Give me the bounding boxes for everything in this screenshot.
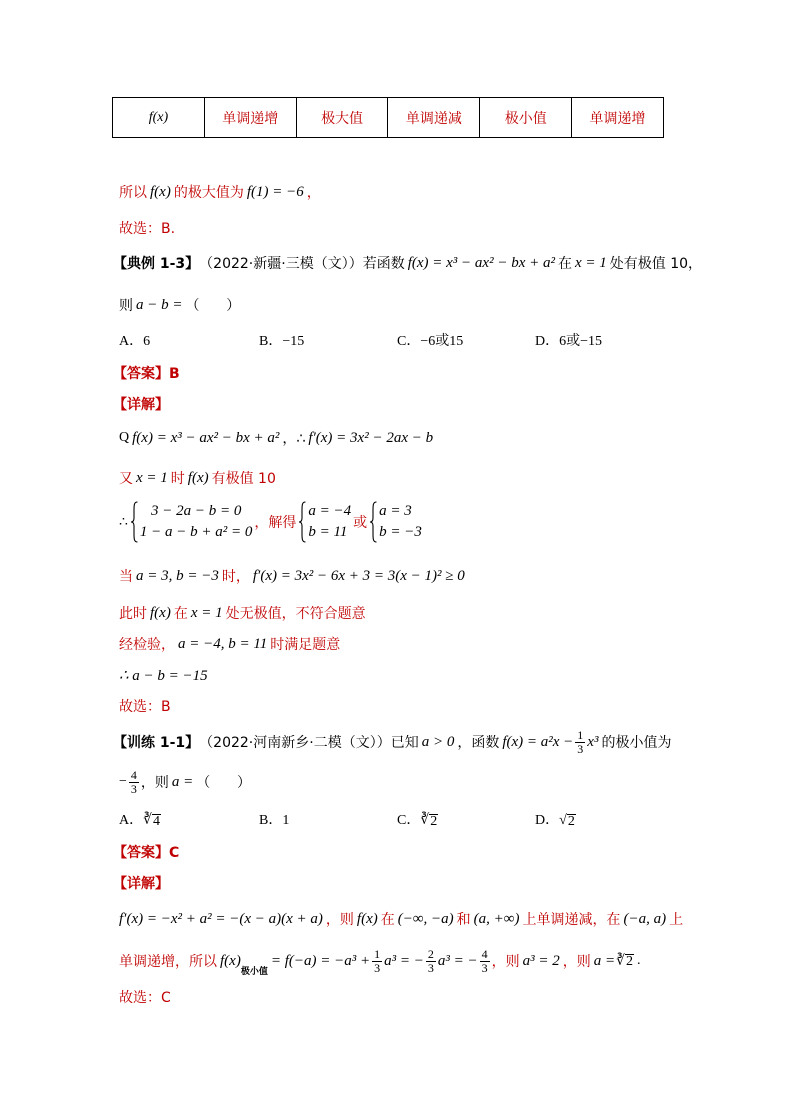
therefore-symbol: ∴: [119, 514, 128, 530]
radicand: 2: [430, 814, 438, 829]
fraction-four-thirds: [129, 769, 139, 796]
math-segment: x = 1: [190, 604, 223, 621]
fraction-denominator: 3: [577, 741, 584, 756]
q2-ask-line: [119, 765, 251, 799]
q2-source: （2022·河南新乡·二模（文））已知: [199, 735, 419, 751]
q1-option-b: B．−15: [259, 334, 305, 349]
math-segment: a³ = −: [437, 952, 478, 969]
prev-choice: 故选：B.: [119, 221, 176, 237]
solution-2-a: a = 3: [379, 503, 412, 519]
math-segment: a = −4, b = 11: [178, 635, 268, 652]
q2-choice: 故选：C: [119, 990, 171, 1006]
solution-1-a: a = −4: [308, 503, 352, 519]
fraction-four-thirds: [480, 948, 490, 975]
text-segment: 处有极值 10，: [609, 256, 703, 272]
text-segment: 上: [669, 912, 684, 928]
math-segment: f(x): [150, 183, 171, 200]
radicand: 2: [626, 954, 634, 969]
q1-stem-line: [113, 252, 702, 274]
because-symbol: Q: [119, 430, 130, 445]
text-segment: 所以: [119, 185, 147, 201]
answer-blank: （ ）: [185, 298, 241, 314]
text-segment: 又: [119, 471, 133, 487]
math-segment: a =: [593, 952, 616, 969]
text-segment: 时: [170, 471, 185, 487]
q2-answer: 【答案】C: [113, 845, 180, 861]
fraction-denominator: 3: [130, 781, 137, 796]
option-label: A．: [119, 813, 144, 828]
math-segment: (a, +∞): [473, 910, 520, 927]
answer-blank: （ ）: [196, 775, 251, 791]
left-brace: [369, 501, 377, 543]
option-label: C．: [397, 813, 421, 828]
math-segment: = f(−a) = −a³ +: [270, 952, 371, 969]
q1-option-a: A．6: [119, 334, 151, 349]
table-cell-local-min: 极小值: [479, 98, 571, 137]
math-segment: f(1) = −6: [246, 183, 304, 200]
text-segment: 在: [557, 256, 572, 272]
text-segment: ，∴: [282, 431, 306, 447]
math-segment: f(x): [187, 469, 209, 486]
system-equation-1: 3 − 2a − b = 0: [150, 503, 242, 519]
text-segment: 则: [119, 298, 133, 314]
text-segment: 此时: [119, 606, 147, 622]
fraction-numerator: 4: [481, 946, 488, 961]
fraction-numerator: 4: [130, 767, 137, 782]
fraction-one-third: [575, 729, 585, 756]
monotonicity-table: [112, 97, 664, 138]
math-segment: f(x): [356, 910, 378, 927]
text-segment: ，则: [562, 954, 591, 970]
q1-source: （2022·新疆·三模（文））若函数: [199, 256, 405, 272]
text-segment: 和: [456, 912, 471, 928]
math-segment: f(x): [220, 952, 241, 969]
q2-option-c: [397, 810, 438, 832]
solution-1: [298, 501, 351, 543]
math-segment: x = 1: [136, 469, 168, 486]
q1-detail-line-6: [119, 633, 340, 655]
text-segment: 时，: [221, 569, 250, 585]
math-segment: f′(x) = 3x² − 6x + 3 = 3(x − 1)² ≥ 0: [252, 567, 465, 584]
math-segment: ∴ a − b = −15: [119, 667, 208, 684]
q2-options: [119, 810, 679, 832]
q1-choice: 故选：B: [119, 699, 171, 715]
math-segment: a³ = −: [384, 952, 424, 969]
fraction-numerator: 2: [427, 946, 434, 961]
text-segment: 上单调递减，在: [522, 912, 621, 928]
text-segment: ，函数: [457, 735, 500, 751]
fraction-numerator: 1: [374, 946, 381, 961]
q1-detail-system: [119, 499, 424, 545]
option-label: B．: [259, 813, 283, 828]
math-segment: a = 3, b = −3: [136, 567, 219, 584]
math-segment: f′(x) = −x² + a² = −(x − a)(x + a): [119, 910, 323, 927]
q2-detail-line-1: [119, 908, 683, 930]
math-segment: a³ = 2: [522, 952, 560, 969]
q1-detail-line-2: [119, 467, 276, 489]
fraction-denominator: 3: [427, 960, 434, 975]
math-segment: f′(x) = 3x² − 2ax − b: [308, 429, 434, 446]
q2-detail-label: 【详解】: [113, 876, 169, 892]
text-segment: ，则: [325, 912, 354, 928]
left-brace: [130, 501, 138, 543]
math-segment: x = 1: [574, 254, 607, 271]
q2-stem-line: [113, 725, 671, 759]
math-segment: a =: [171, 773, 194, 790]
q2-function-prefix: f(x) = a²x −: [502, 733, 574, 750]
q1-tag: 【典例 1-3】: [113, 256, 200, 272]
text-segment: 经检验，: [119, 637, 175, 653]
q2-option-a: [119, 810, 161, 832]
q1-ask-line: [119, 294, 240, 316]
q2-function-suffix: x³: [587, 733, 599, 750]
math-segment: f(x) = x³ − ax² − bx + a²: [132, 429, 280, 446]
fraction-two-thirds: [426, 948, 436, 975]
text-segment: 的极小值为: [601, 735, 672, 751]
text-segment: 时满足题意: [270, 637, 341, 653]
math-segment: a − b =: [136, 296, 183, 313]
q1-answer: 【答案】B: [113, 366, 180, 382]
solution-2: [369, 501, 422, 543]
option-label: D．: [535, 813, 560, 828]
text-segment: 在: [380, 912, 395, 928]
fraction-numerator: 1: [577, 727, 584, 742]
q1-option-c: C．−6或15: [397, 334, 464, 349]
text-segment: 当: [119, 569, 133, 585]
text-segment: 处无极值，不符合题意: [225, 606, 366, 622]
text-segment: ，则: [140, 775, 169, 791]
q2-detail-line-2: [119, 944, 641, 978]
q1-detail-line-5: [119, 602, 366, 624]
table-cell-increasing-1: 单调递增: [204, 98, 296, 137]
equation-system: [130, 501, 253, 543]
solution-2-b: b = −3: [379, 524, 422, 540]
text-segment: 单调递增，所以: [119, 954, 217, 970]
text-segment: 或: [353, 515, 368, 531]
minus-sign: −: [119, 774, 127, 789]
text-segment: 在: [173, 606, 188, 622]
left-brace: [298, 501, 306, 543]
text-segment: ，则: [491, 954, 520, 970]
text-segment: 的极大值为: [173, 185, 244, 201]
system-lines: [140, 501, 253, 543]
math-segment: a > 0: [421, 733, 455, 750]
solution-lines: [308, 501, 351, 543]
math-segment: (−a, a): [623, 910, 667, 927]
system-equation-2: 1 − a − b + a² = 0: [139, 524, 253, 540]
fraction-denominator: 3: [481, 960, 488, 975]
table-cell-decreasing: 单调递减: [387, 98, 479, 137]
cube-root-sign: ∛: [420, 813, 430, 828]
option-value: 1: [282, 813, 290, 828]
prev-conclusion-line: [119, 181, 321, 203]
q2-option-d: [535, 810, 576, 832]
q2-option-b: [259, 810, 289, 832]
text-segment: ，: [306, 185, 321, 201]
math-segment: (−∞, −a): [397, 910, 454, 927]
text-segment: 有极值 10: [211, 471, 276, 487]
cube-root-sign: ∛: [616, 953, 626, 969]
q2-tag: 【训练 1-1】: [113, 735, 200, 751]
table-cell-increasing-2: 单调递增: [571, 98, 663, 137]
period: .: [637, 953, 641, 968]
radicand: 2: [567, 814, 575, 829]
subscript-local-min: 极小值: [240, 967, 268, 977]
table-cell-local-max: 极大值: [296, 98, 388, 137]
q1-detail-label: 【详解】: [113, 397, 169, 413]
radicand: 4: [153, 814, 161, 829]
q1-function: f(x) = x³ − ax² − bx + a²: [407, 254, 555, 271]
solution-lines: [379, 501, 422, 543]
fraction-one-third: [372, 948, 382, 975]
text-segment: ，解得: [254, 515, 297, 531]
table-cell-fx: f(x): [148, 109, 169, 125]
q1-option-d: D．6或−15: [535, 334, 603, 349]
square-root-sign: √: [559, 813, 567, 828]
math-segment: f(x): [150, 604, 171, 621]
solution-1-b: b = 11: [308, 524, 348, 540]
q1-detail-line-7: [119, 664, 211, 686]
q1-options: [119, 331, 679, 353]
cube-root-sign: ∛: [143, 813, 153, 828]
fraction-denominator: 3: [374, 960, 381, 975]
q1-detail-line-1: [119, 427, 436, 449]
q1-detail-line-4: [119, 565, 468, 587]
